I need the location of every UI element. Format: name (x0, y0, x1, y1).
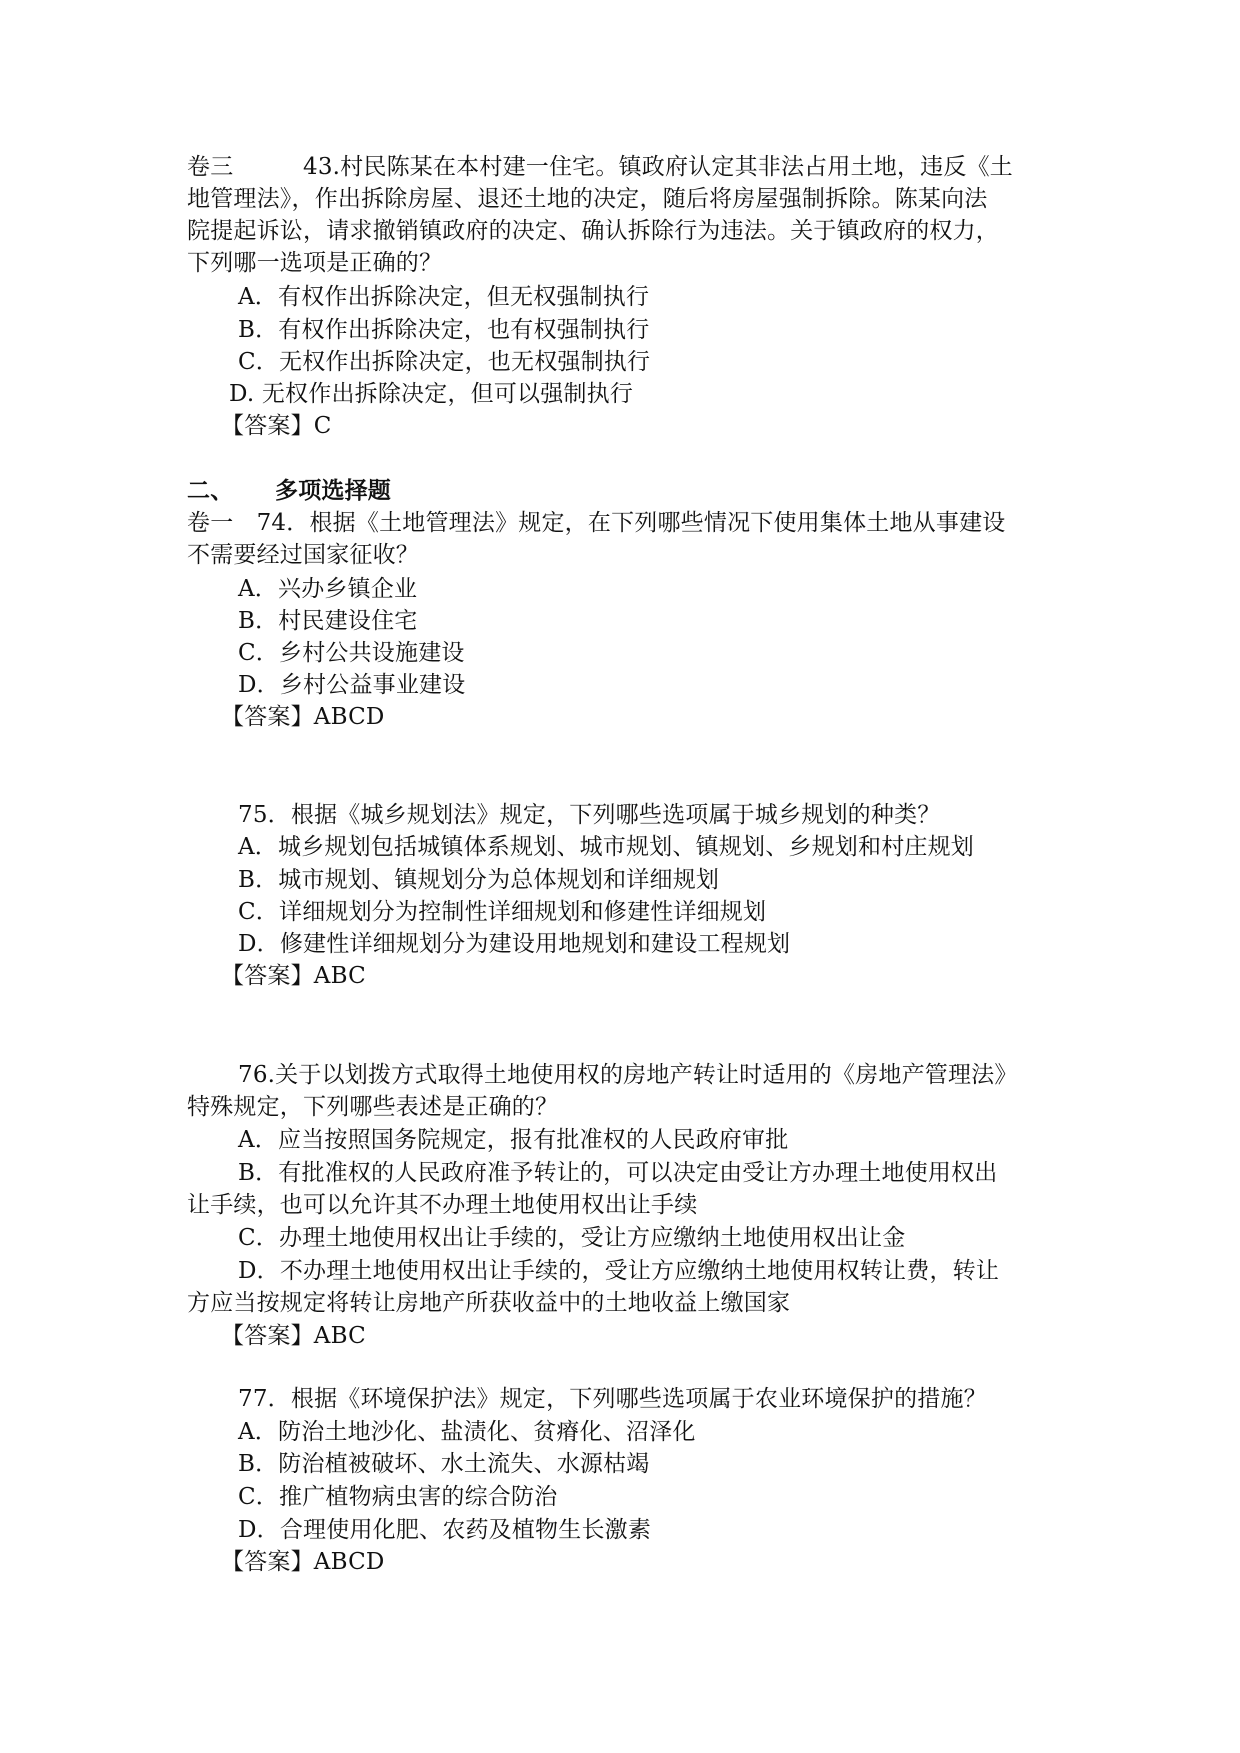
option-d: D．修建性详细规划分为建设用地规划和建设工程规划 (238, 931, 791, 957)
option-c: C．推广植物病虫害的综合防治 (238, 1484, 558, 1510)
question-text-line: 特殊规定，下列哪些表述是正确的？ (187, 1094, 559, 1120)
answer: 【答案】ABC (221, 963, 366, 989)
option-c: C．办理土地使用权出让手续的，受让方应缴纳土地使用权出让金 (238, 1225, 906, 1251)
question-text-line: 院提起诉讼，请求撤销镇政府的决定、确认拆除行为违法。关于镇政府的权力， (187, 218, 999, 244)
option-c: C．乡村公共设施建设 (238, 640, 465, 666)
question-text-line: 卷三 43.村民陈某在本村建一住宅。镇政府认定其非法占用土地，违反《土 (187, 154, 1013, 180)
option-b: B．防治植被破坏、水土流失、水源枯竭 (238, 1451, 650, 1477)
option-a: A．有权作出拆除决定，但无权强制执行 (238, 284, 650, 310)
option-d-continued: 方应当按规定将转让房地产所获收益中的土地收益上缴国家 (187, 1290, 791, 1316)
option-b: B．村民建设住宅 (238, 608, 418, 634)
answer: 【答案】ABCD (221, 1549, 385, 1575)
question-text-line: 下列哪一选项是正确的？ (187, 250, 443, 276)
option-d: D．乡村公益事业建设 (238, 672, 466, 698)
question-text-line: 卷一 74．根据《土地管理法》规定，在下列哪些情况下使用集体土地从事建设 (187, 510, 1006, 536)
answer: 【答案】C (221, 413, 332, 439)
option-d: D．合理使用化肥、农药及植物生长激素 (238, 1517, 652, 1543)
option-d: D. 无权作出拆除决定，但可以强制执行 (229, 381, 634, 407)
option-b: B．城市规划、镇规划分为总体规划和详细规划 (238, 867, 720, 893)
question-text-line: 76.关于以划拨方式取得土地使用权的房地产转让时适用的《房地产管理法》 (238, 1062, 1018, 1088)
answer: 【答案】ABCD (221, 704, 385, 730)
option-c: C．无权作出拆除决定，也无权强制执行 (238, 349, 651, 375)
question-text-line: 77．根据《环境保护法》规定，下列哪些选项属于农业环境保护的措施？ (238, 1386, 987, 1412)
option-b: B．有权作出拆除决定，也有权强制执行 (238, 317, 650, 343)
question-text-line: 75．根据《城乡规划法》规定，下列哪些选项属于城乡规划的种类？ (238, 802, 941, 828)
section-title: 多项选择题 (275, 477, 391, 504)
option-a: A．兴办乡镇企业 (238, 576, 418, 602)
option-b: B．有批准权的人民政府准予转让的，可以决定由受让方办理土地使用权出 (238, 1160, 998, 1186)
option-a: A．城乡规划包括城镇体系规划、城市规划、镇规划、乡规划和村庄规划 (238, 834, 975, 860)
section-number: 二、 (187, 477, 234, 504)
question-text-line: 不需要经过国家征收？ (187, 542, 419, 568)
option-b-continued: 让手续，也可以允许其不办理土地使用权出让手续 (187, 1192, 698, 1218)
option-a: A．防治土地沙化、盐渍化、贫瘠化、沼泽化 (238, 1419, 696, 1445)
answer: 【答案】ABC (221, 1323, 366, 1349)
option-a: A．应当按照国务院规定，报有批准权的人民政府审批 (238, 1127, 789, 1153)
option-c: C．详细规划分为控制性详细规划和修建性详细规划 (238, 899, 767, 925)
option-d: D．不办理土地使用权出让手续的，受让方应缴纳土地使用权转让费，转让 (238, 1258, 1000, 1284)
question-text-line: 地管理法》，作出拆除房屋、退还土地的决定，随后将房屋强制拆除。陈某向法 (187, 186, 988, 212)
